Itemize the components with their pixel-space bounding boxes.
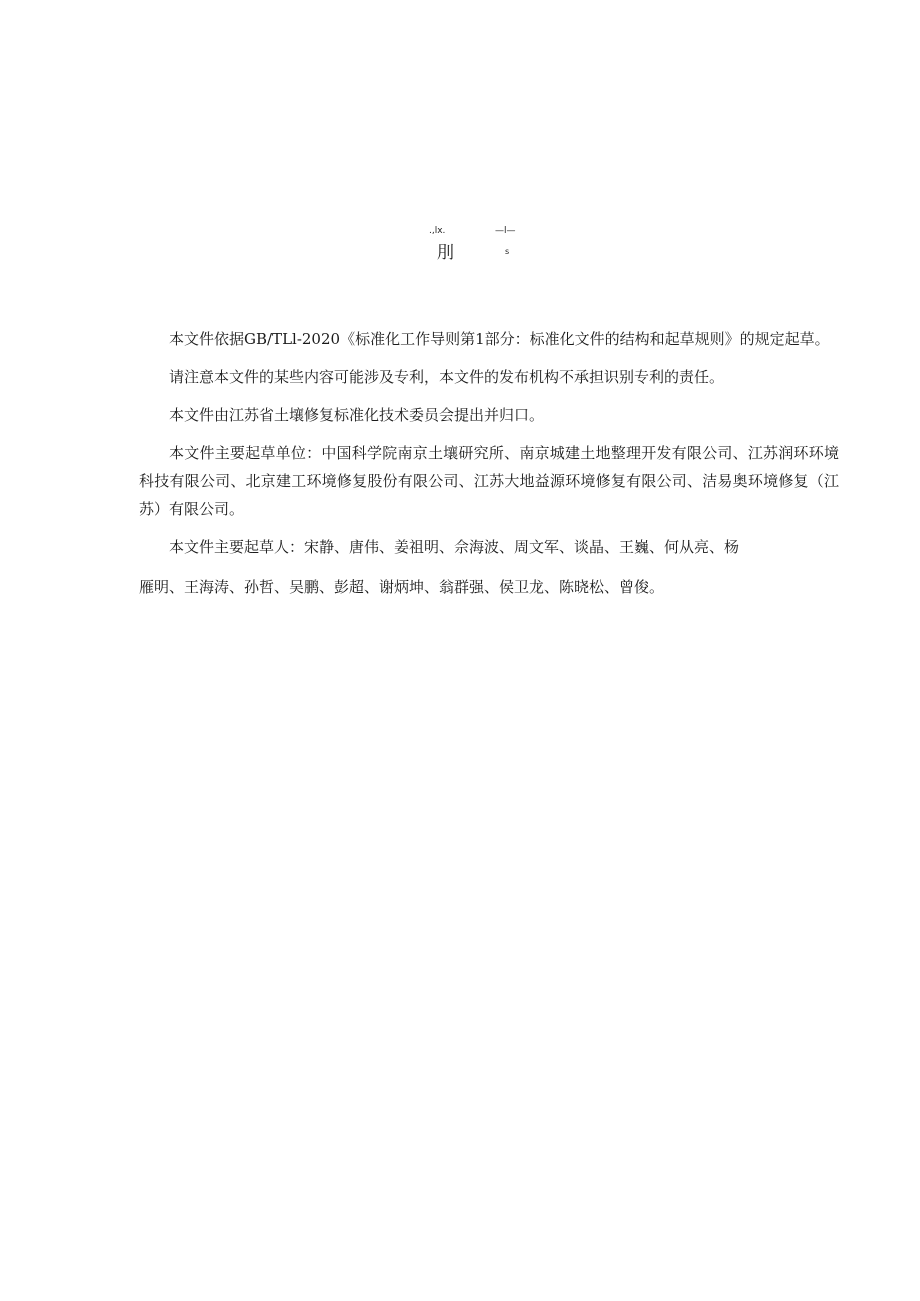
paragraph-proposer: 本文件由江苏省土壤修复标准化技术委员会提出并归口。	[169, 406, 545, 424]
page-title: 刖	[437, 243, 454, 263]
paragraph-drafters-continued: 雁明、王海涛、孙哲、吴鹏、彭超、谢炳坤、翁群强、侯卫龙、陈晓松、曾俊。	[139, 578, 665, 596]
paragraph-drafting-units: 本文件主要起草单位：中国科学院南京土壤研究所、南京城建土地整理开发有限公司、江苏润环环境科技有限公司、北京建工环境修复股份有限公司、江苏大地益源环境修复有限公司、洁易奥环境修复（江苏）有限公司。	[139, 444, 839, 518]
paragraph-patent-notice: 请注意本文件的某些内容可能涉及专利，本文件的发布机构不承担识别专利的责任。	[169, 368, 725, 386]
heading-fragment-top-left: .,lx.	[429, 226, 446, 236]
heading-fragment-sub: s	[505, 247, 510, 256]
heading-fragment-top-right: —l—	[495, 226, 516, 236]
paragraph-basis: 本文件依据GB/TLl-2020《标准化工作导则第1部分：标准化文件的结构和起草规则》的规定起草。	[169, 330, 830, 348]
foreword-body	[139, 325, 839, 601]
paragraph-drafters: 本文件主要起草人：宋静、唐伟、姜祖明、佘海波、周文军、谈晶、王巍、何从亮、杨	[169, 538, 740, 556]
